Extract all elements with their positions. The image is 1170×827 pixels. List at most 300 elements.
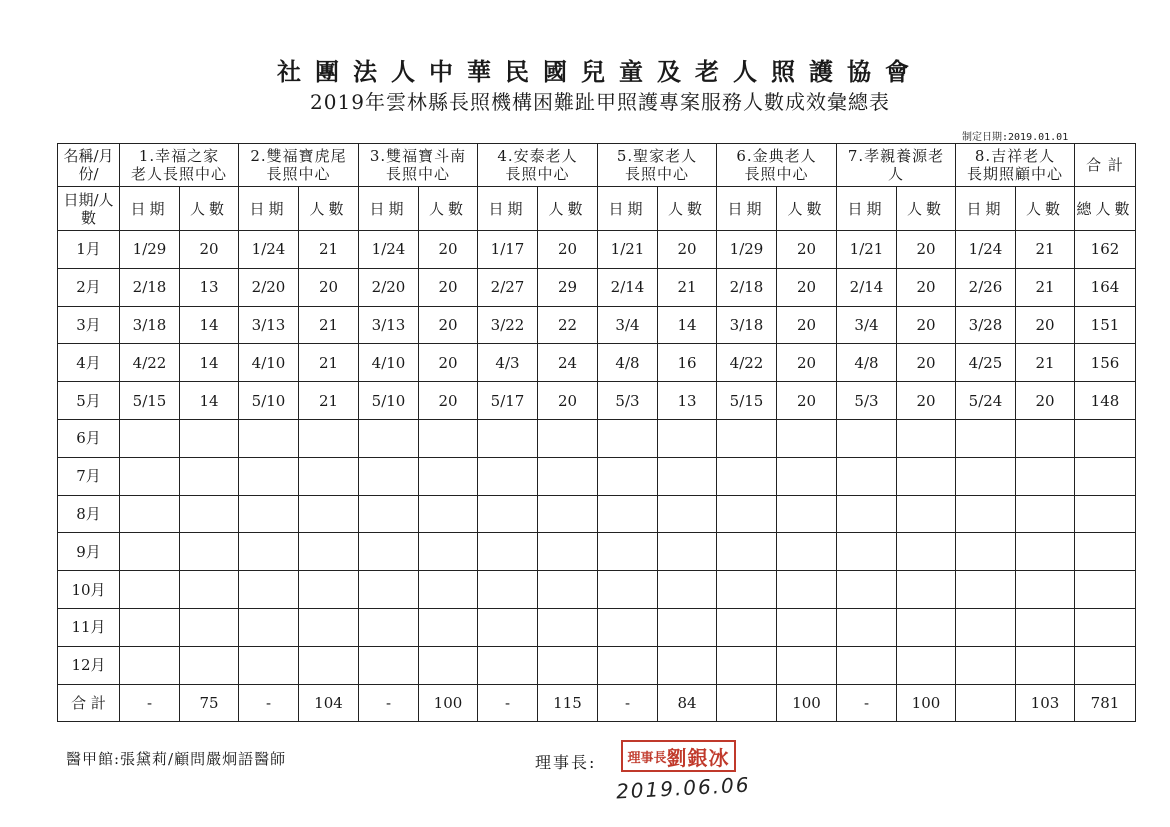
date-cell — [837, 457, 897, 495]
date-cell: 4/10 — [359, 344, 419, 382]
center-name-line1: 4.安泰老人 — [497, 147, 578, 165]
count-cell — [180, 419, 239, 457]
date-cell — [837, 571, 897, 609]
count-subheader: 人數 — [538, 187, 598, 231]
chairman-label: 理事長: — [535, 753, 597, 772]
total-date-cell — [717, 684, 777, 721]
date-cell — [598, 495, 658, 533]
date-cell — [478, 646, 538, 684]
count-cell: 16 — [658, 344, 717, 382]
date-cell — [956, 495, 1016, 533]
table-row — [58, 495, 1136, 533]
count-cell — [897, 495, 956, 533]
date-cell — [598, 533, 658, 571]
count-cell — [538, 571, 598, 609]
count-cell: 20 — [897, 231, 956, 269]
date-cell: 2/26 — [956, 268, 1016, 306]
grand-total-cell: 781 — [1075, 684, 1136, 721]
date-cell — [598, 646, 658, 684]
row-total-cell — [1075, 571, 1136, 609]
date-cell — [956, 419, 1016, 457]
count-cell — [419, 571, 478, 609]
date-cell — [837, 495, 897, 533]
count-cell: 21 — [299, 344, 359, 382]
date-cell — [717, 608, 777, 646]
date-cell — [956, 533, 1016, 571]
center-name-line2: 長照中心 — [744, 165, 809, 183]
header-row-centers — [58, 144, 1136, 187]
date-cell: 1/24 — [239, 231, 299, 269]
count-cell — [419, 457, 478, 495]
date-cell — [359, 646, 419, 684]
date-subheader: 日期 — [239, 187, 299, 231]
date-cell — [120, 419, 180, 457]
count-cell: 21 — [299, 382, 359, 420]
count-cell — [180, 533, 239, 571]
center-header-4 — [478, 144, 598, 187]
date-cell: 2/14 — [598, 268, 658, 306]
count-cell — [419, 495, 478, 533]
count-cell — [538, 419, 598, 457]
date-cell: 5/15 — [120, 382, 180, 420]
corner-header-bottom: 日期/人數 — [58, 187, 120, 231]
center-header-1 — [120, 144, 239, 187]
count-cell: 14 — [180, 306, 239, 344]
count-cell — [538, 495, 598, 533]
count-cell — [777, 533, 837, 571]
established-date: 制定日期:2019.01.01 — [962, 132, 1069, 143]
center-header-7 — [837, 144, 956, 187]
date-cell: 1/21 — [837, 231, 897, 269]
count-cell — [538, 533, 598, 571]
count-cell: 20 — [538, 382, 598, 420]
corner-header-top: 名稱/月份/ — [58, 144, 120, 187]
count-cell: 21 — [1016, 344, 1075, 382]
date-cell — [120, 495, 180, 533]
count-cell: 20 — [419, 382, 478, 420]
date-cell: 4/10 — [239, 344, 299, 382]
center-name-line1: 8.吉祥老人 — [974, 147, 1056, 165]
count-cell — [299, 457, 359, 495]
date-cell — [717, 457, 777, 495]
date-cell — [359, 608, 419, 646]
count-cell: 21 — [299, 231, 359, 269]
count-cell: 21 — [1016, 231, 1075, 269]
table-row — [58, 382, 1136, 420]
total-count-cell: 100 — [777, 684, 837, 721]
date-cell: 4/8 — [837, 344, 897, 382]
date-cell — [359, 419, 419, 457]
count-cell — [419, 419, 478, 457]
date-cell — [956, 571, 1016, 609]
date-cell: 3/18 — [120, 306, 180, 344]
count-cell: 20 — [419, 344, 478, 382]
center-name-line2: 人 — [887, 165, 904, 183]
count-cell — [658, 608, 717, 646]
date-cell — [239, 419, 299, 457]
date-cell: 1/21 — [598, 231, 658, 269]
count-cell — [299, 419, 359, 457]
count-cell: 20 — [180, 231, 239, 269]
date-cell — [478, 571, 538, 609]
count-cell: 13 — [180, 268, 239, 306]
handwritten-sign-date: 2019.06.06 — [615, 772, 752, 804]
month-cell: 10月 — [58, 571, 120, 609]
center-name-line2: 長照中心 — [624, 165, 689, 183]
count-cell — [419, 608, 478, 646]
center-header-2 — [239, 144, 359, 187]
date-cell: 5/24 — [956, 382, 1016, 420]
date-cell — [956, 646, 1016, 684]
count-cell — [777, 495, 837, 533]
count-subheader: 人數 — [419, 187, 478, 231]
date-cell — [478, 495, 538, 533]
count-cell — [658, 419, 717, 457]
count-cell: 20 — [897, 268, 956, 306]
month-cell: 4月 — [58, 344, 120, 382]
date-cell — [120, 533, 180, 571]
count-cell — [658, 646, 717, 684]
month-cell: 8月 — [58, 495, 120, 533]
row-total-cell — [1075, 608, 1136, 646]
count-subheader: 人數 — [299, 187, 359, 231]
total-date-cell: - — [478, 684, 538, 721]
count-cell: 20 — [419, 306, 478, 344]
count-cell — [1016, 571, 1075, 609]
date-cell: 5/10 — [239, 382, 299, 420]
month-cell: 5月 — [58, 382, 120, 420]
date-subheader: 日期 — [956, 187, 1016, 231]
date-cell — [359, 495, 419, 533]
count-cell: 14 — [180, 344, 239, 382]
total-date-cell: - — [239, 684, 299, 721]
count-cell: 14 — [658, 306, 717, 344]
count-cell: 20 — [1016, 306, 1075, 344]
count-cell — [777, 571, 837, 609]
count-subheader: 人數 — [1016, 187, 1075, 231]
count-cell — [777, 608, 837, 646]
count-cell: 20 — [777, 344, 837, 382]
date-cell — [717, 571, 777, 609]
center-name-line2: 長照中心 — [266, 165, 331, 183]
date-cell: 1/24 — [956, 231, 1016, 269]
count-cell — [1016, 457, 1075, 495]
table-row — [58, 419, 1136, 457]
center-name-line2: 長照中心 — [385, 165, 450, 183]
row-total-cell: 148 — [1075, 382, 1136, 420]
center-name-line1: 1.幸福之家 — [138, 147, 220, 165]
date-cell: 3/13 — [359, 306, 419, 344]
count-cell: 20 — [1016, 382, 1075, 420]
count-cell — [1016, 495, 1075, 533]
table-row — [58, 571, 1136, 609]
center-name-line2: 長期照顧中心 — [966, 165, 1063, 183]
date-cell: 4/22 — [717, 344, 777, 382]
date-cell: 3/4 — [837, 306, 897, 344]
count-subheader: 人數 — [897, 187, 956, 231]
total-date-cell: - — [120, 684, 180, 721]
count-cell — [658, 457, 717, 495]
date-cell — [120, 608, 180, 646]
date-cell — [239, 571, 299, 609]
total-header: 合 計 — [1075, 144, 1136, 187]
count-cell — [658, 571, 717, 609]
date-cell: 5/3 — [598, 382, 658, 420]
total-count-subheader: 總人數 — [1075, 187, 1136, 231]
center-header-6 — [717, 144, 837, 187]
count-cell — [419, 646, 478, 684]
month-cell: 11月 — [58, 608, 120, 646]
center-name-line1: 7.孝親養源老 — [847, 147, 945, 165]
row-total-cell: 164 — [1075, 268, 1136, 306]
count-cell — [1016, 646, 1075, 684]
stamp-name: 劉銀冰 — [666, 745, 730, 770]
count-cell: 21 — [1016, 268, 1075, 306]
month-cell: 7月 — [58, 457, 120, 495]
count-cell — [299, 533, 359, 571]
count-cell: 20 — [777, 382, 837, 420]
center-header-3 — [359, 144, 478, 187]
total-count-cell: 115 — [538, 684, 598, 721]
date-cell — [717, 533, 777, 571]
date-cell: 2/14 — [837, 268, 897, 306]
month-cell: 9月 — [58, 533, 120, 571]
count-cell — [777, 457, 837, 495]
date-cell — [239, 533, 299, 571]
count-cell — [897, 646, 956, 684]
center-name-line1: 2.雙福寶虎尾 — [250, 147, 347, 165]
total-count-cell: 100 — [419, 684, 478, 721]
document-title: 社團法人中華民國兒童及老人照護協會 — [277, 57, 923, 86]
count-cell — [538, 457, 598, 495]
center-name-line1: 6.金典老人 — [736, 147, 817, 165]
row-total-cell — [1075, 495, 1136, 533]
center-name-line1: 5.聖家老人 — [616, 147, 698, 165]
row-total-cell — [1075, 457, 1136, 495]
date-cell — [239, 646, 299, 684]
count-cell: 20 — [897, 382, 956, 420]
date-cell — [837, 533, 897, 571]
row-total-cell: 162 — [1075, 231, 1136, 269]
stamp-title: 理事長 — [627, 750, 667, 766]
count-cell: 20 — [419, 268, 478, 306]
date-cell: 1/24 — [359, 231, 419, 269]
date-subheader: 日期 — [359, 187, 419, 231]
date-cell — [239, 495, 299, 533]
count-cell — [897, 533, 956, 571]
center-name-line2: 老人長照中心 — [130, 165, 227, 183]
table-row — [58, 533, 1136, 571]
date-cell — [717, 646, 777, 684]
date-cell: 3/18 — [717, 306, 777, 344]
count-cell: 20 — [538, 231, 598, 269]
date-cell: 1/29 — [120, 231, 180, 269]
staff-credit: 醫甲館:張黛莉/顧問嚴炯語醫師 — [66, 750, 287, 768]
total-count-cell: 100 — [897, 684, 956, 721]
total-date-cell: - — [598, 684, 658, 721]
count-cell — [658, 495, 717, 533]
date-cell: 2/20 — [239, 268, 299, 306]
count-cell: 13 — [658, 382, 717, 420]
count-cell: 24 — [538, 344, 598, 382]
table-row — [58, 457, 1136, 495]
date-cell: 3/28 — [956, 306, 1016, 344]
row-total-cell — [1075, 533, 1136, 571]
count-cell — [538, 646, 598, 684]
month-cell: 1月 — [58, 231, 120, 269]
date-cell: 1/17 — [478, 231, 538, 269]
date-cell: 2/27 — [478, 268, 538, 306]
count-cell — [538, 608, 598, 646]
date-cell — [478, 457, 538, 495]
count-cell: 20 — [658, 231, 717, 269]
date-cell: 2/20 — [359, 268, 419, 306]
row-total-cell — [1075, 646, 1136, 684]
count-cell — [180, 457, 239, 495]
date-cell — [120, 646, 180, 684]
count-cell: 22 — [538, 306, 598, 344]
total-count-cell: 103 — [1016, 684, 1075, 721]
row-total-cell — [1075, 419, 1136, 457]
date-cell: 5/3 — [837, 382, 897, 420]
count-subheader: 人數 — [777, 187, 837, 231]
count-cell — [299, 571, 359, 609]
row-total-cell: 151 — [1075, 306, 1136, 344]
date-cell — [837, 419, 897, 457]
count-cell — [1016, 533, 1075, 571]
date-cell — [837, 608, 897, 646]
count-cell: 29 — [538, 268, 598, 306]
count-cell — [897, 571, 956, 609]
table-row — [58, 344, 1136, 382]
date-cell — [239, 608, 299, 646]
date-cell: 4/3 — [478, 344, 538, 382]
date-cell — [359, 457, 419, 495]
total-date-cell: - — [837, 684, 897, 721]
count-cell — [299, 646, 359, 684]
totals-row — [58, 684, 1136, 721]
date-subheader: 日期 — [717, 187, 777, 231]
count-cell — [419, 533, 478, 571]
date-cell — [239, 457, 299, 495]
date-cell — [478, 608, 538, 646]
count-cell: 20 — [897, 344, 956, 382]
count-cell — [180, 571, 239, 609]
count-cell — [180, 646, 239, 684]
count-cell — [658, 533, 717, 571]
date-cell: 3/13 — [239, 306, 299, 344]
total-count-cell: 84 — [658, 684, 717, 721]
total-count-cell: 75 — [180, 684, 239, 721]
count-cell — [180, 608, 239, 646]
header-row-subcolumns — [58, 187, 1136, 231]
count-cell — [180, 495, 239, 533]
count-cell — [897, 457, 956, 495]
center-name-line2: 長照中心 — [505, 165, 570, 183]
count-cell — [299, 495, 359, 533]
date-cell: 5/15 — [717, 382, 777, 420]
count-cell — [1016, 419, 1075, 457]
month-cell: 2月 — [58, 268, 120, 306]
month-cell: 6月 — [58, 419, 120, 457]
date-cell — [837, 646, 897, 684]
date-cell: 1/29 — [717, 231, 777, 269]
date-cell: 3/22 — [478, 306, 538, 344]
date-cell — [956, 608, 1016, 646]
row-total-cell: 156 — [1075, 344, 1136, 382]
count-cell — [897, 419, 956, 457]
date-cell — [359, 533, 419, 571]
date-subheader: 日期 — [837, 187, 897, 231]
table-row — [58, 608, 1136, 646]
count-cell: 20 — [419, 231, 478, 269]
date-cell — [598, 571, 658, 609]
totals-label: 合 計 — [58, 684, 120, 721]
count-cell: 20 — [777, 306, 837, 344]
table-row — [58, 231, 1136, 269]
date-cell: 4/25 — [956, 344, 1016, 382]
month-cell: 3月 — [58, 306, 120, 344]
date-subheader: 日期 — [478, 187, 538, 231]
date-cell — [478, 533, 538, 571]
date-cell: 5/17 — [478, 382, 538, 420]
count-cell: 21 — [299, 306, 359, 344]
date-cell — [598, 457, 658, 495]
table-row — [58, 646, 1136, 684]
total-date-cell: - — [359, 684, 419, 721]
date-cell — [717, 495, 777, 533]
count-cell — [777, 646, 837, 684]
count-cell — [777, 419, 837, 457]
service-summary-table — [57, 143, 1136, 722]
total-count-cell: 104 — [299, 684, 359, 721]
count-cell: 20 — [777, 268, 837, 306]
date-cell: 2/18 — [717, 268, 777, 306]
date-cell — [359, 571, 419, 609]
date-cell: 4/8 — [598, 344, 658, 382]
date-cell: 3/4 — [598, 306, 658, 344]
date-cell — [120, 457, 180, 495]
chairman-seal-stamp — [621, 740, 736, 772]
date-cell — [478, 419, 538, 457]
month-cell: 12月 — [58, 646, 120, 684]
date-cell — [598, 419, 658, 457]
count-cell: 20 — [777, 231, 837, 269]
center-header-5 — [598, 144, 717, 187]
count-cell: 20 — [897, 306, 956, 344]
date-cell — [717, 419, 777, 457]
count-cell: 14 — [180, 382, 239, 420]
center-name-line1: 3.雙福寶斗南 — [369, 147, 467, 165]
date-cell: 5/10 — [359, 382, 419, 420]
table-row — [58, 306, 1136, 344]
count-cell: 21 — [658, 268, 717, 306]
count-cell: 20 — [299, 268, 359, 306]
date-cell: 4/22 — [120, 344, 180, 382]
date-cell — [598, 608, 658, 646]
count-subheader: 人數 — [180, 187, 239, 231]
date-subheader: 日期 — [598, 187, 658, 231]
count-subheader: 人數 — [658, 187, 717, 231]
count-cell — [1016, 608, 1075, 646]
count-cell — [299, 608, 359, 646]
date-subheader: 日期 — [120, 187, 180, 231]
total-date-cell — [956, 684, 1016, 721]
count-cell — [897, 608, 956, 646]
date-cell: 2/18 — [120, 268, 180, 306]
table-row — [58, 268, 1136, 306]
document-subtitle: 2019年雲林縣長照機構困難趾甲照護專案服務人數成效彙總表 — [310, 90, 890, 114]
